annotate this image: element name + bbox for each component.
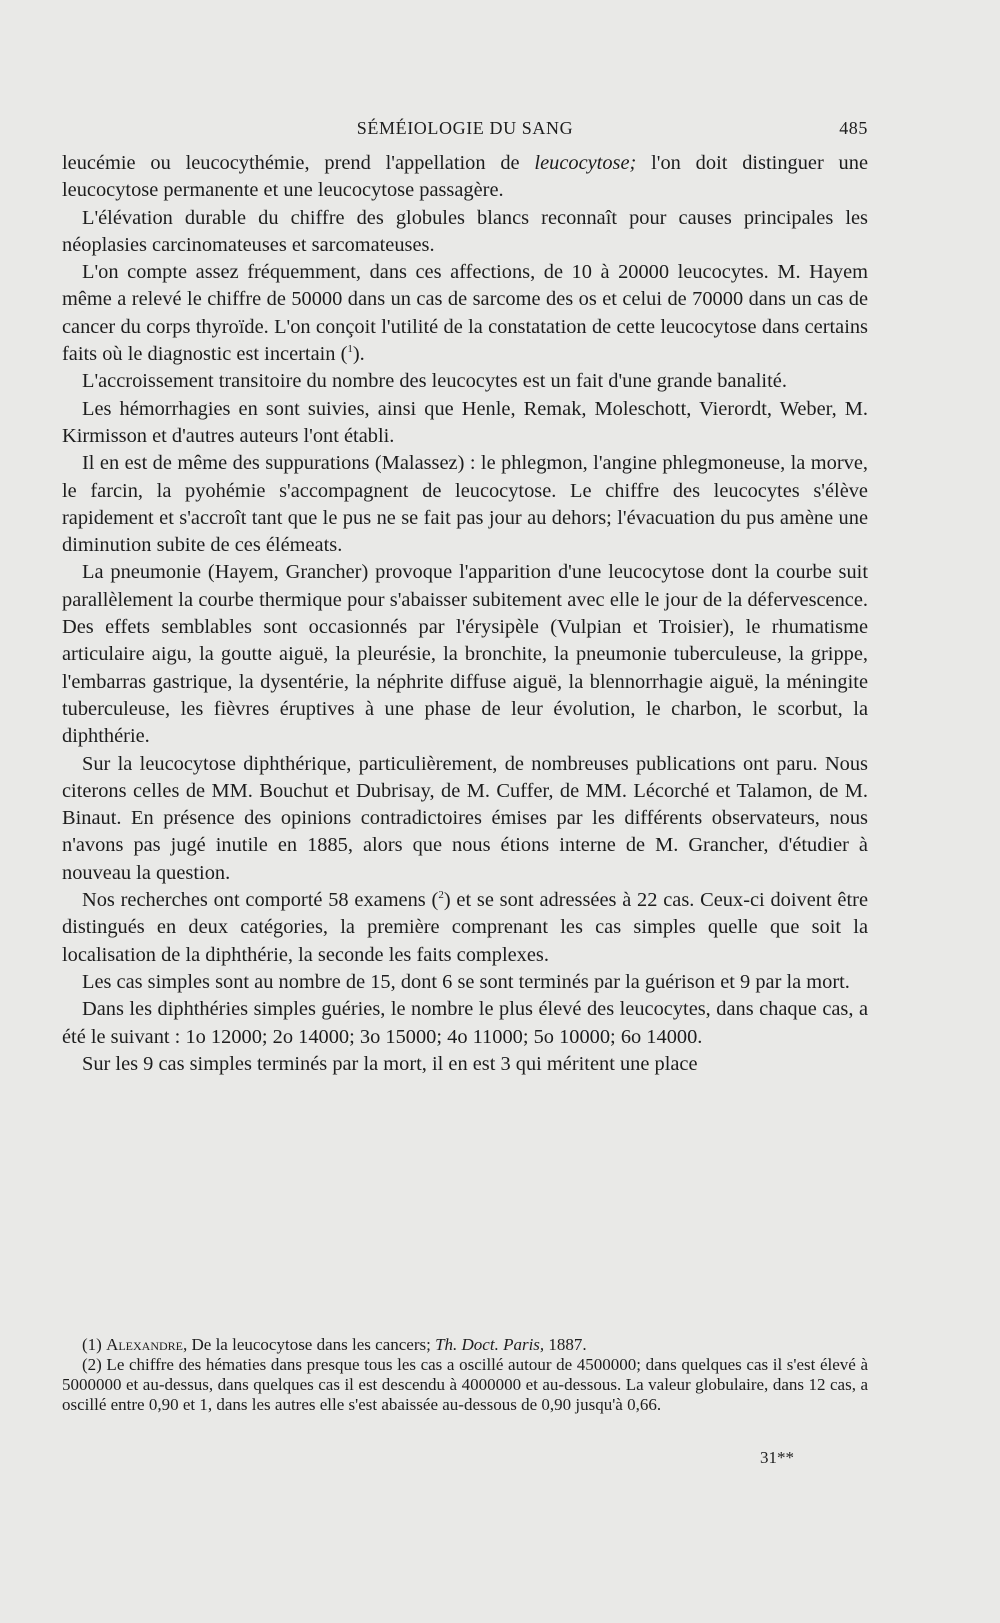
paragraph: Il en est de même des suppurations (Malassez) : le phlegmon, l'angine phlegmoneuse, la morve, le farcin, la pyohémie s'accompagnent de leucocytose. Le chiffre des leucocytes s'élève rapidement et s'accroît tant que le pus ne se fait pas jour au dehors; l'évacuation du pus amène une diminution subite de ces élémeats. — [62, 452, 868, 557]
running-header — [62, 118, 868, 142]
italic-term: leucocytose; — [534, 152, 637, 174]
paragraph — [62, 259, 868, 368]
paragraph: Les hémorrhagies en sont suivies, ainsi que Henle, Remak, Moleschott, Vierordt, Weber, M. Kirmisson et d'autres auteurs l'ont établi. — [62, 397, 868, 447]
text-run: ). — [352, 343, 365, 366]
paragraph: La pneumonie (Hayem, Grancher) provoque l'apparition d'une leucocytose dont la courbe suit parallèlement la courbe thermique pour s'abaisser subitement avec elle le jour de la défervescence. Des effets semblables sont occasionnés par l'érysipèle (Vulpian et Troisier), le rhumatisme articulaire aigu, la goutte aiguë, la pleurésie, la bronchite, la pneumonie tuberculeuse, la grippe, l'embarras gastrique, la dysentérie, la néphrite diffuse aiguë, la blennorrhagie aiguë, la méningite tuberculeuse, les fièvres éruptives à une phase de leur évolution, le charbon, le scorbut, la diphthérie. — [62, 561, 868, 748]
paragraph: L'élévation durable du chiffre des globules blancs reconnaît pour causes principales les néoplasies carcinomateuses et sarcomateuses. — [62, 206, 868, 256]
footnotes — [62, 1335, 868, 1415]
text-run: Nos recherches ont comporté 58 examens ( — [82, 889, 439, 912]
paragraph — [62, 887, 868, 969]
body-text — [62, 150, 868, 1078]
text-run: De la leucocytose dans les cancers; — [187, 1335, 436, 1354]
paragraph: Sur la leucocytose diphthérique, particulièrement, de nombreuses publications ont paru. Nous citerons celles de MM. Bouchut et Dubrisay, de M. Cuffer, de MM. Lécorché et Talamon, de M. Binaut. En présence des opinions contradictoires émises par les différents observateurs, nous n'avons pas jugé inutile en 1885, alors que nous étions interne de M. Grancher, d'étudier à nouveau la question. — [62, 752, 868, 884]
page-number: 485 — [839, 118, 868, 138]
paragraph: L'accroissement transitoire du nombre des leucocytes est un fait d'une grande banalité. — [82, 370, 787, 393]
text-run: leucémie ou leucocythémie, prend l'appellation de — [62, 152, 535, 174]
text-run: 1887. — [544, 1335, 587, 1354]
text-run: L'on compte assez fréquemment, dans ces affections, de 10 à 20000 leucocytes. M. Hayem même a relevé le chiffre de 50000 dans un cas de sarcome des os et celui de 70000 dans un cas de cancer du corps thyroïde. L'on conçoit l'utilité de la constatation de cette leucocytose dans certains faits où le diagnostic est incertain ( — [62, 261, 868, 366]
footnote-2: (2) Le chiffre des hématies dans presque tous les cas a oscillé autour de 4500000; dans quelques cas il s'est élevé à 5000000 et au-dessus, dans quelques cas il est descendu à 4000000 et au-dessous. La valeur globulaire, dans 12 cas, a oscillé entre 0,90 et 1, dans les autres elle s'est abaissée au-dessous de 0,90 jusqu'à 0,66. — [62, 1355, 868, 1414]
paragraph: Dans les diphthéries simples guéries, le nombre le plus élevé des leucocytes, dans chaque cas, a été le suivant : 1o 12000; 2o 14000; 3o 15000; 4o 11000; 5o 10000; 6o 14000. — [62, 998, 868, 1048]
running-title: SÉMÉIOLOGIE DU SANG — [356, 118, 574, 138]
footnote-1 — [62, 1335, 868, 1355]
paragraph: Les cas simples sont au nombre de 15, dont 6 se sont terminés par la guérison et 9 par la mort. — [82, 970, 850, 993]
footnote-ref: 2 — [438, 889, 444, 902]
text-run: ) et se sont adressées à 22 cas. Ceux-ci doivent être distingués en deux catégories, la première comprenant les cas simples quelle que soit la localisation de la diphthérie, la seconde les faits complexes. — [62, 889, 868, 966]
footnote-mark: (1) — [82, 1335, 107, 1354]
italic-term: Th. Doct. Paris, — [435, 1335, 545, 1354]
signature-mark: 31** — [760, 1448, 794, 1467]
paragraph — [62, 150, 868, 205]
footnote-author: Alexandre, — [106, 1335, 188, 1354]
paragraph: Sur les 9 cas simples terminés par la mort, il en est 3 qui méritent une place — [82, 1052, 698, 1075]
text-run: l'on doit distinguer une leucocytose permanente et une leucocytose passagère. — [62, 152, 869, 202]
footnote-ref: 1 — [347, 343, 353, 356]
